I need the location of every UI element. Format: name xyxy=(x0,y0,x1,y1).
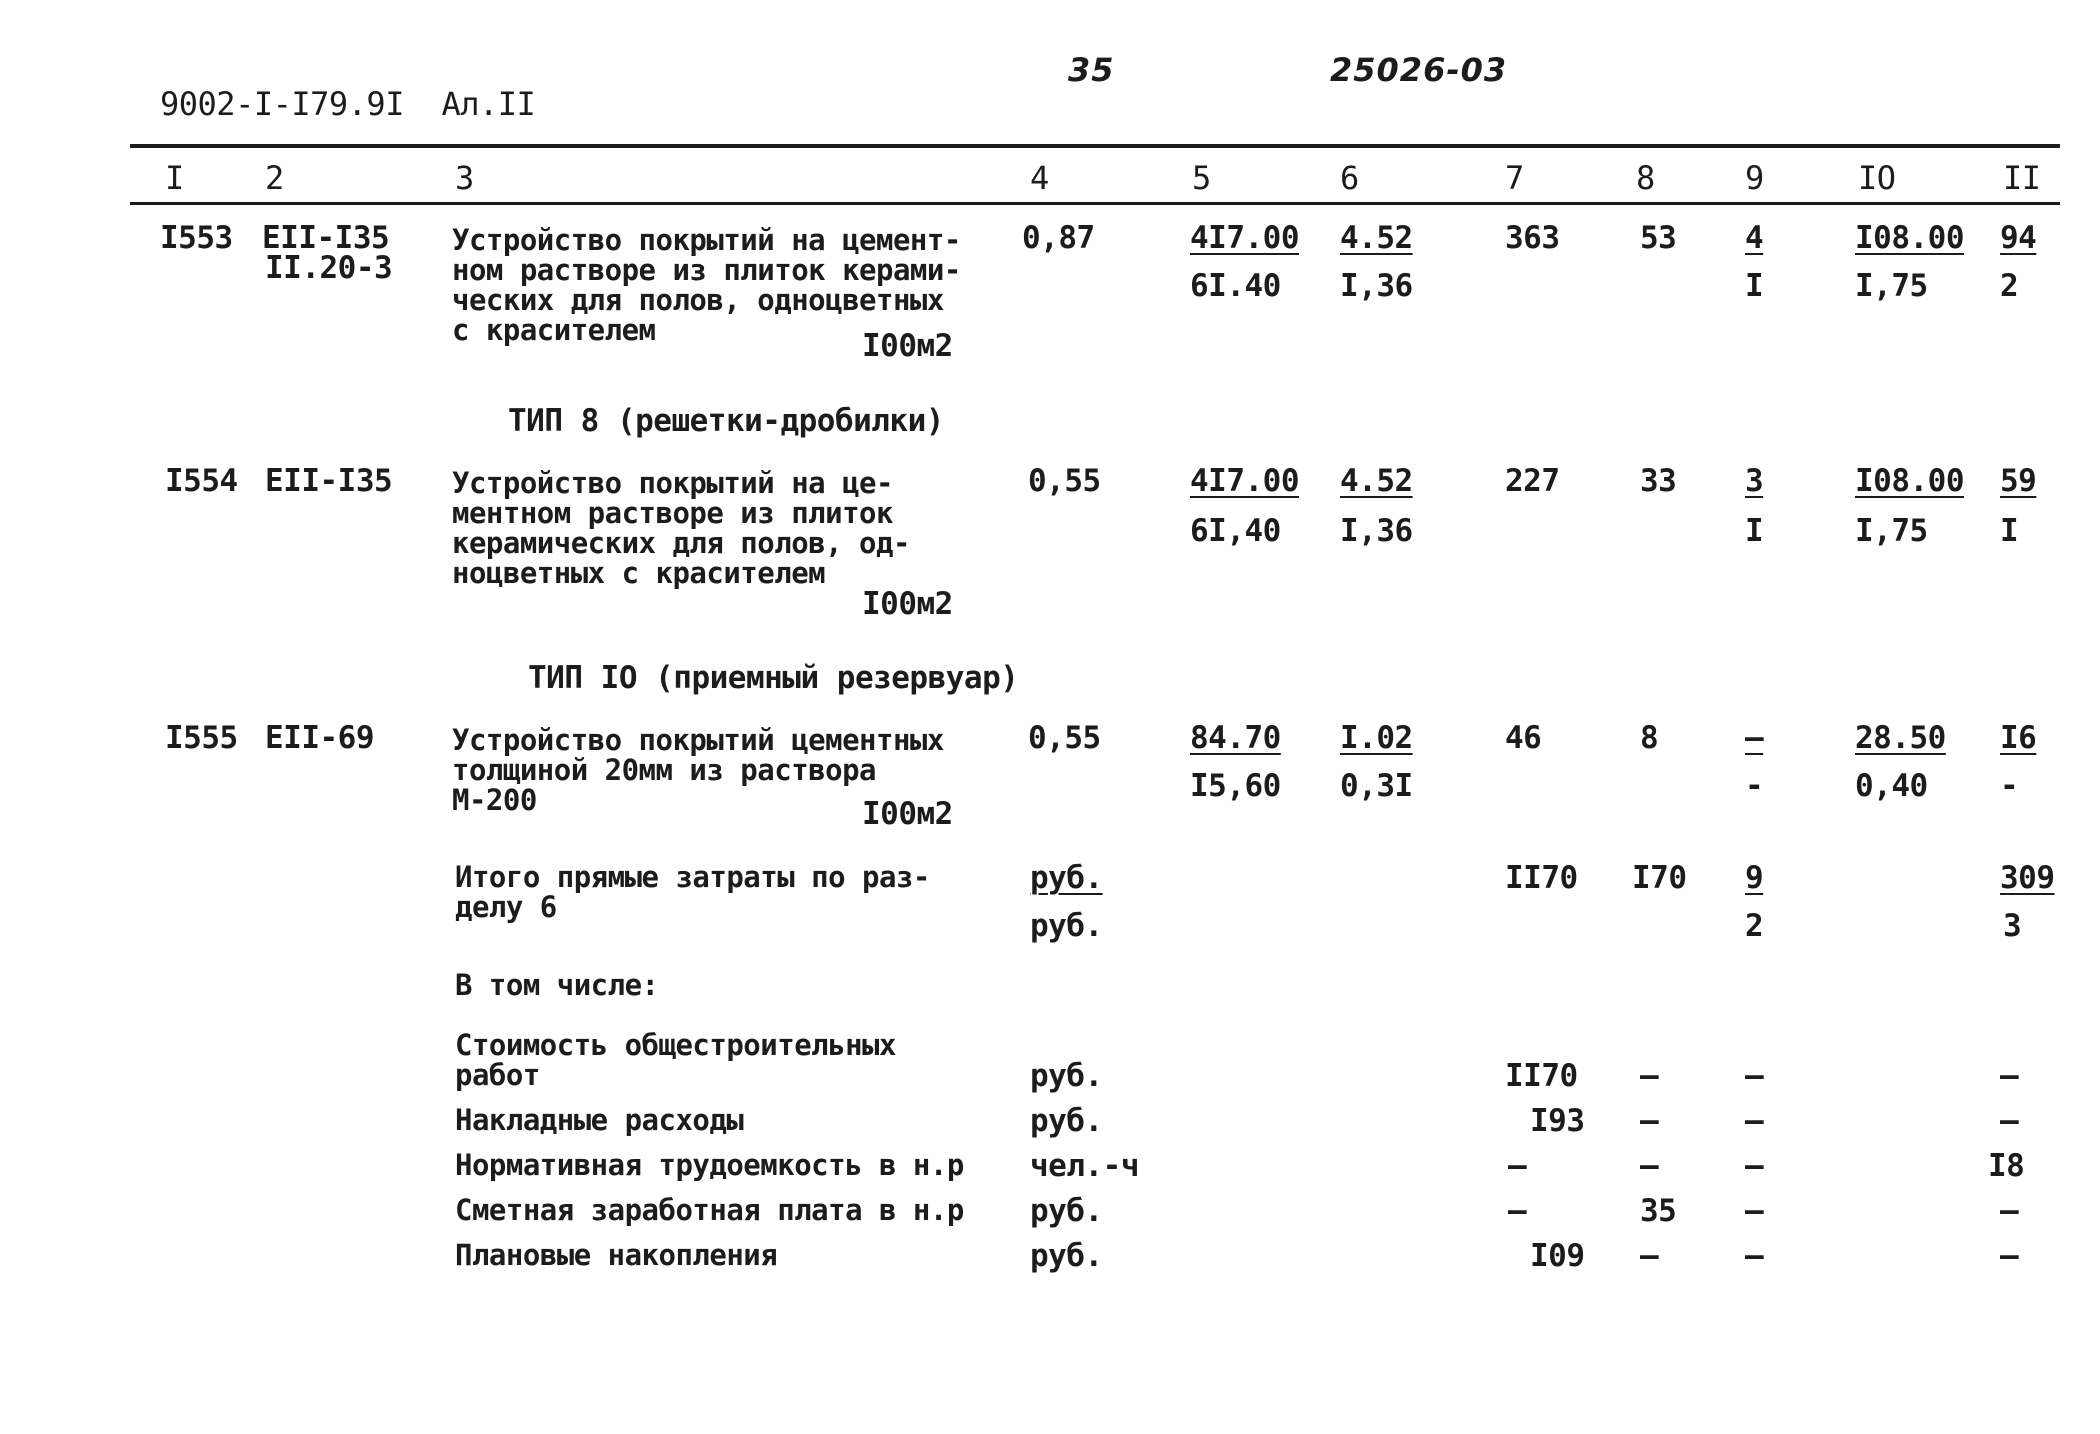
price-code: EII-I35 xyxy=(265,463,393,499)
row-number: I554 xyxy=(165,463,238,499)
total-label: Итого прямые затраты по раз- xyxy=(455,860,930,894)
handwritten-code: 25026-03 xyxy=(1330,51,1508,89)
work-description: толщиной 20мм из раствора xyxy=(452,753,876,787)
total-labor-machines: 3 xyxy=(2003,908,2022,944)
total-cost: 227 xyxy=(1505,463,1560,499)
breakdown-c7: I93 xyxy=(1530,1103,1585,1139)
breakdown-c9: – xyxy=(1745,1103,1764,1139)
total-cost: II70 xyxy=(1505,860,1578,896)
machines-wages-total: I xyxy=(1745,268,1764,304)
breakdown-c8: – xyxy=(1640,1148,1659,1184)
machines-wages-total: I xyxy=(1745,513,1764,549)
labor-total: 94 xyxy=(2000,220,2037,256)
section-title: ТИП IO (приемный резервуар) xyxy=(528,660,1019,696)
work-description: ментном растворе из плиток xyxy=(452,496,893,530)
row-number: I555 xyxy=(165,720,238,756)
breakdown-c8: – xyxy=(1640,1103,1659,1139)
machines-total: 3 xyxy=(1745,463,1764,499)
including-label: В том числе: xyxy=(455,968,659,1002)
breakdown-label: Стоимость общестроительных xyxy=(455,1028,896,1062)
col-header-6: 6 xyxy=(1340,159,1359,197)
total-machines-wages: 2 xyxy=(1745,908,1764,944)
col-header-7: 7 xyxy=(1505,159,1524,197)
unit-cost-machines-wages: 0,3I xyxy=(1340,768,1413,804)
unit: I00м2 xyxy=(862,328,953,364)
labor-machines-unit: I,75 xyxy=(1855,268,1928,304)
top-rule xyxy=(130,144,2060,148)
breakdown-c9: – xyxy=(1745,1148,1764,1184)
price-code: II.20-3 xyxy=(265,250,393,286)
labor-unit: I08.00 xyxy=(1855,463,1964,499)
breakdown-label: Накладные расходы xyxy=(455,1103,744,1137)
unit-cost-machines: 4.52 xyxy=(1340,463,1413,499)
breakdown-unit: руб. xyxy=(1030,1238,1103,1274)
page-number: 35 xyxy=(1068,51,1115,89)
col-header-5: 5 xyxy=(1192,159,1211,197)
labor-machines-unit: I,75 xyxy=(1855,513,1928,549)
work-description: ческих для полов, одноцветных xyxy=(452,283,944,317)
total-machines: 9 xyxy=(1745,860,1764,896)
col-header-8: 8 xyxy=(1636,159,1655,197)
unit-cost-total: 84.70 xyxy=(1190,720,1281,756)
quantity: 0,55 xyxy=(1028,463,1101,499)
breakdown-c8: 35 xyxy=(1640,1193,1677,1229)
machines-total: 4 xyxy=(1745,220,1764,256)
breakdown-c7: – xyxy=(1508,1193,1527,1229)
unit-cost-wages: 6I,40 xyxy=(1190,513,1281,549)
breakdown-unit: руб. xyxy=(1030,1058,1103,1094)
work-description: ноцветных с красителем xyxy=(452,556,826,590)
col-header-3: 3 xyxy=(455,159,474,197)
col-header-9: 9 xyxy=(1745,159,1764,197)
labor-machines-total: - xyxy=(2000,768,2019,804)
machines-wages-total: - xyxy=(1745,768,1764,804)
unit-cost-wages: 6I.40 xyxy=(1190,268,1281,304)
price-code: EII-69 xyxy=(265,720,374,756)
breakdown-label: работ xyxy=(455,1058,540,1092)
labor-machines-total: I xyxy=(2000,513,2019,549)
labor-machines-unit: 0,40 xyxy=(1855,768,1928,804)
work-description: с красителем xyxy=(452,313,656,347)
work-description: ном растворе из плиток керами- xyxy=(452,253,961,287)
breakdown-c7: – xyxy=(1508,1148,1527,1184)
unit-cost-machines: 4.52 xyxy=(1340,220,1413,256)
work-description: Устройство покрытий цементных xyxy=(452,723,944,757)
total-wages: I70 xyxy=(1632,860,1687,896)
col-header-1: I xyxy=(165,159,184,197)
col-header-2: 2 xyxy=(265,159,284,197)
total-label: делу 6 xyxy=(455,890,557,924)
breakdown-c9: – xyxy=(1745,1193,1764,1229)
work-description: керамических для полов, од- xyxy=(452,526,910,560)
total-cost: 46 xyxy=(1505,720,1542,756)
unit: I00м2 xyxy=(862,586,953,622)
labor-unit: I08.00 xyxy=(1855,220,1964,256)
total-unit: руб. xyxy=(1030,908,1103,944)
total-cost: 363 xyxy=(1505,220,1560,256)
breakdown-unit: руб. xyxy=(1030,1103,1103,1139)
wages-total: 33 xyxy=(1640,463,1677,499)
breakdown-c8: – xyxy=(1640,1058,1659,1094)
breakdown-c9: – xyxy=(1745,1058,1764,1094)
breakdown-c7: II70 xyxy=(1505,1058,1578,1094)
labor-unit: 28.50 xyxy=(1855,720,1946,756)
total-unit: руб. xyxy=(1030,860,1103,896)
breakdown-c11: – xyxy=(2000,1193,2019,1229)
doc-code: 9002-I-I79.9I Ал.II xyxy=(160,85,536,123)
machines-total: – xyxy=(1745,720,1764,756)
work-description: Устройство покрытий на це- xyxy=(452,466,893,500)
unit-cost-machines-wages: I,36 xyxy=(1340,513,1413,549)
wages-total: 53 xyxy=(1640,220,1677,256)
breakdown-c11: – xyxy=(2000,1103,2019,1139)
work-description: Устройство покрытий на цемент- xyxy=(452,223,961,257)
labor-machines-total: 2 xyxy=(2000,268,2019,304)
row-number: I553 xyxy=(160,220,233,256)
breakdown-c11: I8 xyxy=(1988,1148,2025,1184)
col-header-10: IO xyxy=(1858,159,1896,197)
price-code: EII-I35 xyxy=(262,220,390,256)
breakdown-unit: чел.-ч xyxy=(1030,1148,1139,1184)
quantity: 0,87 xyxy=(1022,220,1095,256)
breakdown-label: Нормативная трудоемкость в н.р xyxy=(455,1148,964,1182)
breakdown-c11: – xyxy=(2000,1238,2019,1274)
breakdown-c11: – xyxy=(2000,1058,2019,1094)
breakdown-label: Плановые накопления xyxy=(455,1238,778,1272)
breakdown-c7: I09 xyxy=(1530,1238,1585,1274)
total-labor: 309 xyxy=(2000,860,2055,896)
labor-total: I6 xyxy=(2000,720,2037,756)
unit: I00м2 xyxy=(862,796,953,832)
work-description: М-200 xyxy=(452,783,537,817)
unit-cost-machines-wages: I,36 xyxy=(1340,268,1413,304)
unit-cost-wages: I5,60 xyxy=(1190,768,1281,804)
wages-total: 8 xyxy=(1640,720,1659,756)
col-header-4: 4 xyxy=(1030,159,1049,197)
unit-cost-machines: I.02 xyxy=(1340,720,1413,756)
breakdown-c8: – xyxy=(1640,1238,1659,1274)
unit-cost-total: 4I7.00 xyxy=(1190,463,1299,499)
header-rule xyxy=(130,202,2060,205)
breakdown-unit: руб. xyxy=(1030,1193,1103,1229)
quantity: 0,55 xyxy=(1028,720,1101,756)
breakdown-c9: – xyxy=(1745,1238,1764,1274)
unit-cost-total: 4I7.00 xyxy=(1190,220,1299,256)
breakdown-label: Сметная заработная плата в н.р xyxy=(455,1193,964,1227)
section-title: ТИП 8 (решетки-дробилки) xyxy=(508,403,944,439)
col-header-11: II xyxy=(2003,159,2041,197)
labor-total: 59 xyxy=(2000,463,2037,499)
